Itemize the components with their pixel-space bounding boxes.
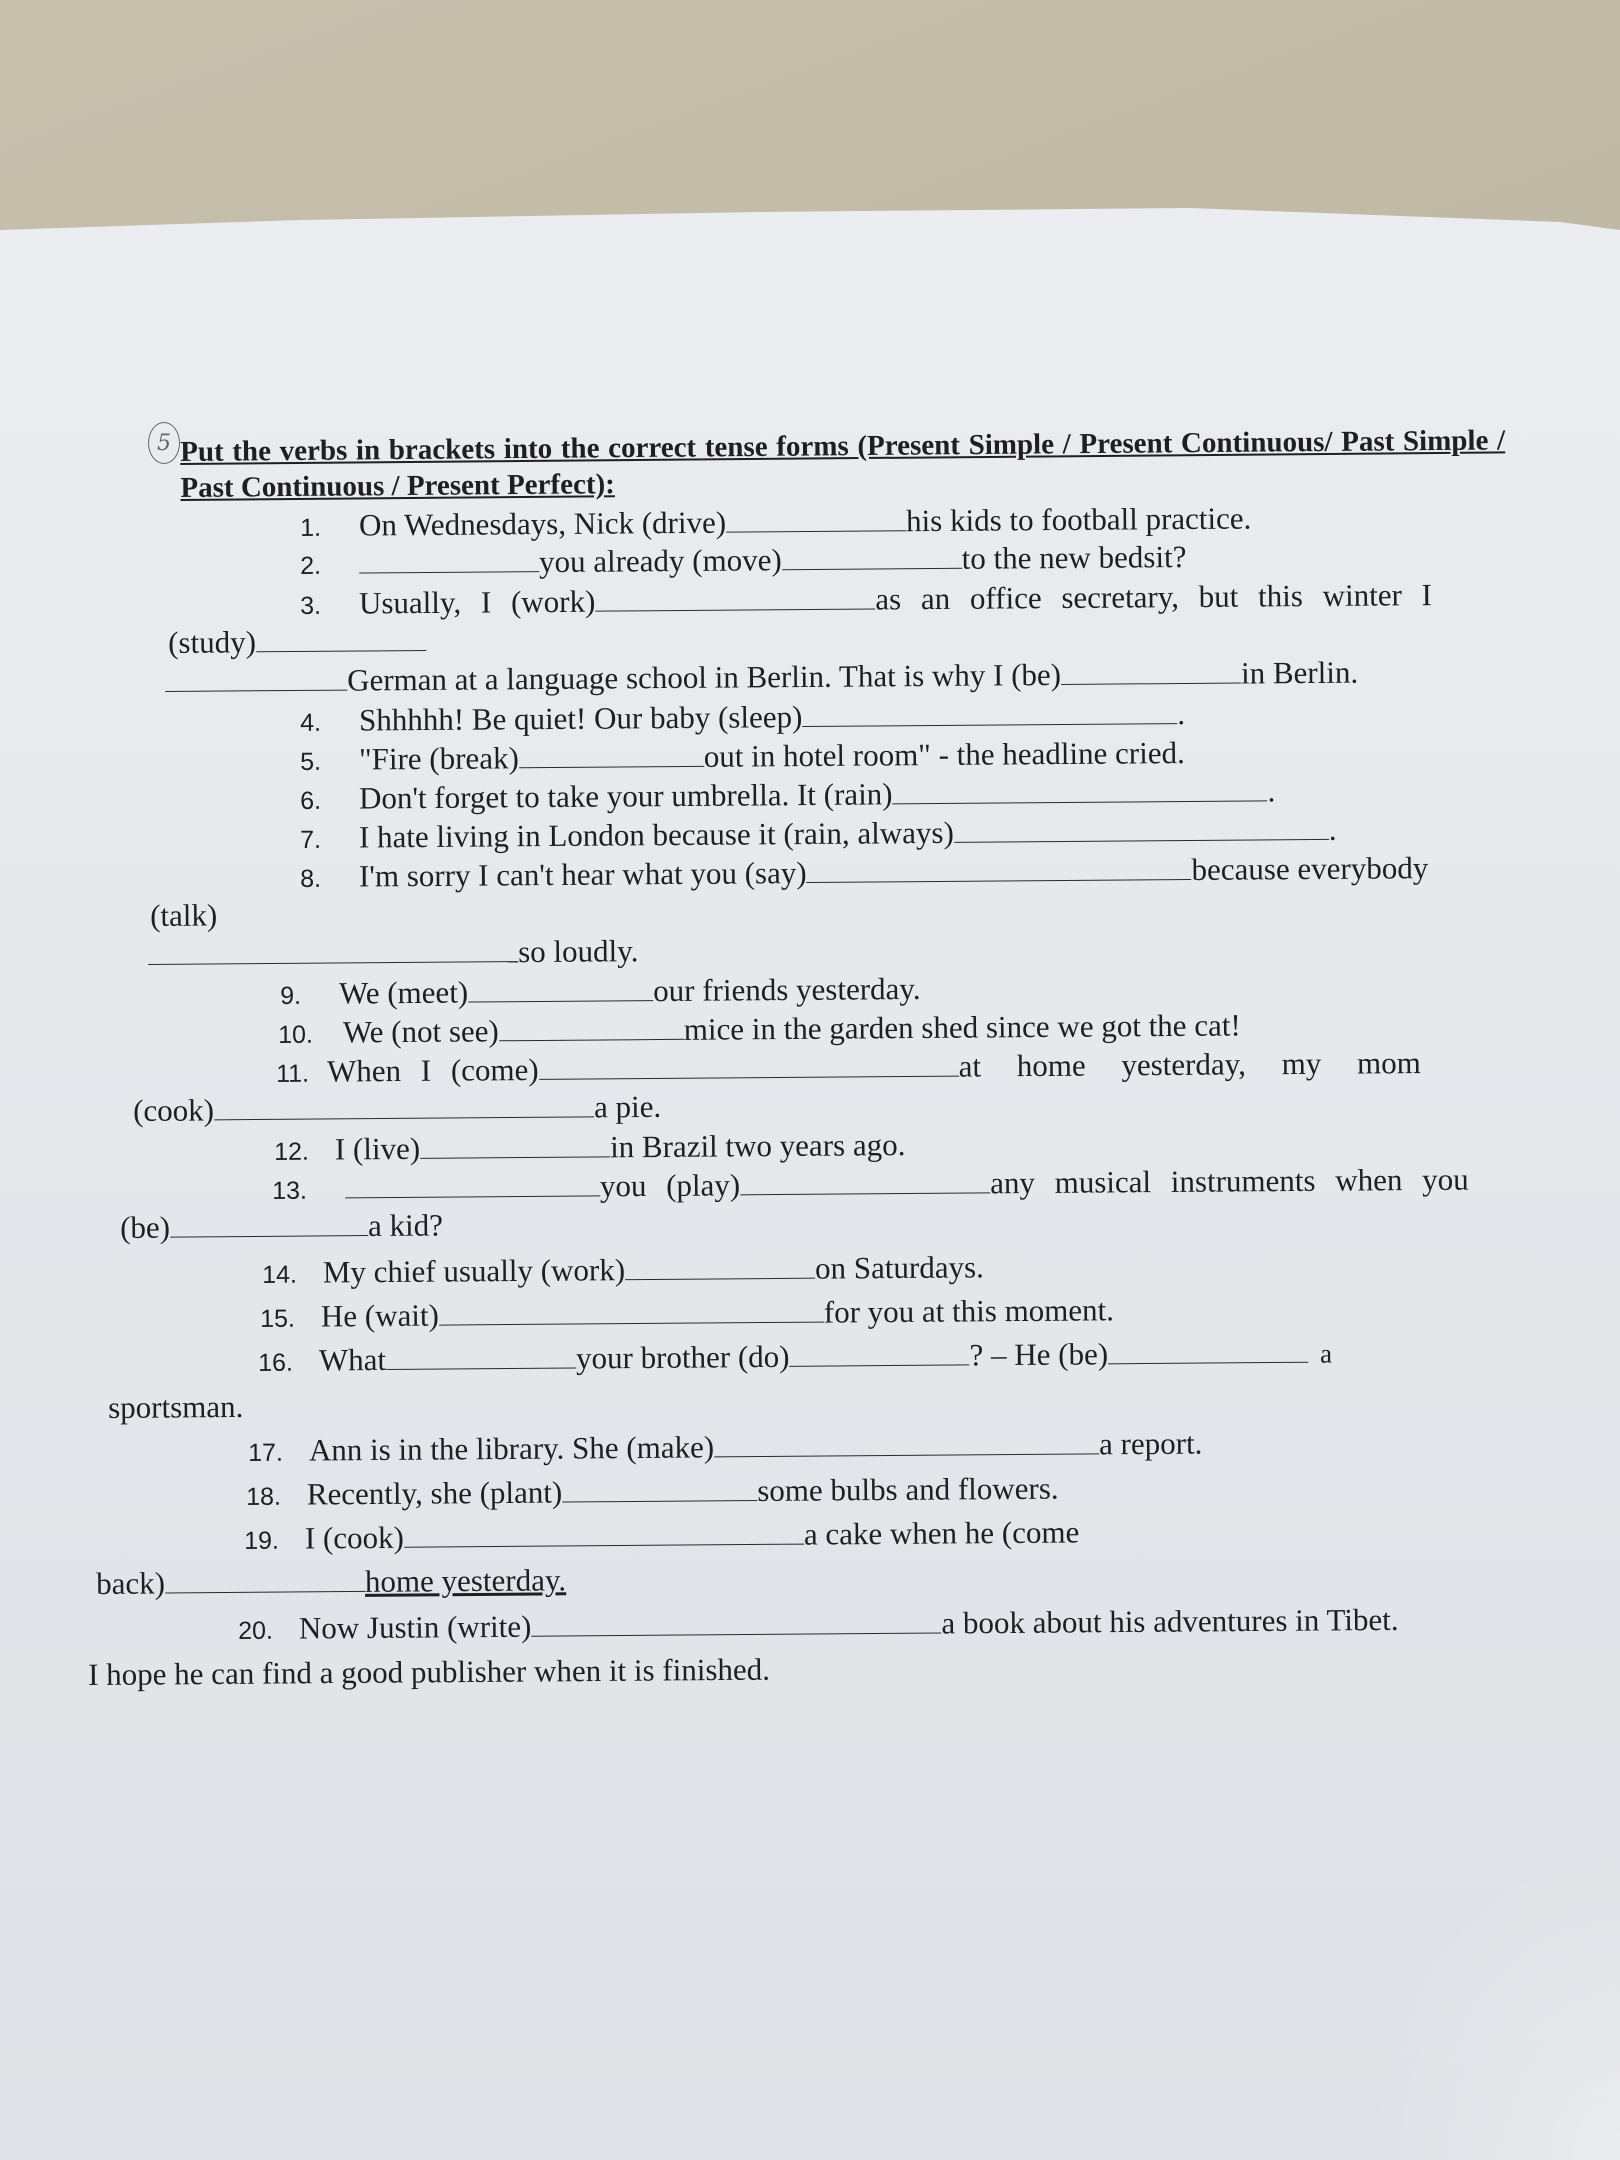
- answer-blank[interactable]: [345, 1169, 600, 1198]
- item-4: [300, 696, 1185, 741]
- item-text: We (meet): [338, 974, 469, 1011]
- item-text: to the new bedsit?: [961, 539, 1187, 576]
- item-6: [300, 773, 1275, 819]
- item-text: What: [318, 1341, 387, 1378]
- item-number: 1.: [300, 513, 322, 542]
- item-12: [274, 1127, 906, 1170]
- answer-blank[interactable]: [165, 1565, 365, 1594]
- item-17: [248, 1426, 1203, 1471]
- item-number: 16.: [258, 1348, 294, 1377]
- answer-blank[interactable]: [256, 624, 426, 652]
- item-number: 6.: [300, 786, 322, 815]
- item-11-cont: [133, 1089, 661, 1129]
- answer-blank[interactable]: [789, 1338, 969, 1366]
- item-text: a: [1319, 1338, 1333, 1369]
- answer-blank[interactable]: [519, 740, 704, 768]
- answer-blank[interactable]: [740, 1166, 990, 1195]
- item-text: back): [96, 1565, 166, 1601]
- item-text: sportsman.: [108, 1388, 244, 1425]
- item-text: German at a language school in Berlin. That is why I (be): [346, 656, 1062, 698]
- item-3-cont: [168, 623, 426, 661]
- item-text: My chief usually (work): [322, 1252, 626, 1290]
- answer-blank[interactable]: [420, 1130, 610, 1158]
- answer-blank[interactable]: [954, 813, 1329, 843]
- item-text: Don't forget to take your umbrella. It (rain): [358, 776, 893, 816]
- item-text: We (not see): [342, 1013, 499, 1050]
- item-text: on Saturdays.: [814, 1249, 984, 1286]
- answer-blank[interactable]: [625, 1252, 815, 1280]
- item-text: in Berlin.: [1240, 654, 1359, 691]
- item-text: On Wednesdays, Nick (drive): [358, 504, 727, 543]
- item-text: out in hotel room" - the headline cried.: [703, 735, 1185, 774]
- answer-blank[interactable]: [359, 545, 539, 573]
- item-text: Now Justin (write): [298, 1608, 532, 1646]
- item-text: Shhhhh! Be quiet! Our baby (sleep): [358, 699, 803, 738]
- exercise-number-circle: 5: [148, 422, 180, 464]
- item-19-cont: [96, 1562, 566, 1602]
- item-number: 9.: [280, 981, 302, 1010]
- answer-blank[interactable]: [499, 1013, 684, 1041]
- item-5: [300, 735, 1185, 780]
- item-2: [300, 539, 1187, 584]
- item-9: [280, 971, 921, 1014]
- answer-blank[interactable]: [468, 974, 653, 1002]
- item-number: 15.: [260, 1304, 296, 1333]
- item-text: (talk): [150, 897, 218, 933]
- item-text: for you at this moment.: [823, 1292, 1115, 1330]
- item-number: 17.: [248, 1438, 284, 1467]
- answer-blank[interactable]: [595, 582, 875, 611]
- item-text: I hope he can find a good publisher when it is finished.: [88, 1651, 771, 1692]
- item-text: as an office secretary, but this winter I: [875, 577, 1433, 617]
- answer-blank[interactable]: [802, 697, 1177, 727]
- answer-blank[interactable]: [806, 853, 1191, 883]
- item-text: at home yesterday, my mom: [958, 1045, 1421, 1084]
- item-text: home yesterday.: [364, 1562, 567, 1599]
- item-text: so loudly.: [517, 933, 639, 970]
- item-text: our friends yesterday.: [653, 970, 921, 1009]
- item-18: [246, 1471, 1059, 1515]
- item-text: some bulbs and flowers.: [757, 1470, 1059, 1508]
- answer-blank[interactable]: [439, 1296, 824, 1326]
- item-number: 19.: [244, 1526, 280, 1555]
- answer-blank[interactable]: [562, 1474, 757, 1503]
- item-text: ? – He (be): [969, 1336, 1109, 1373]
- item-text: you already (move): [538, 542, 782, 580]
- item-20-cont: [88, 1652, 770, 1693]
- item-15: [260, 1292, 1114, 1337]
- item-number: 7.: [300, 825, 322, 854]
- item-text: in Brazil two years ago.: [609, 1127, 906, 1165]
- item-8-cont2: [148, 933, 639, 973]
- item-19: [244, 1514, 1079, 1559]
- item-13-cont: [120, 1207, 443, 1246]
- item-number: 18.: [246, 1482, 282, 1511]
- item-text: a book about his adventures in Tibet.: [941, 1601, 1399, 1641]
- answer-blank[interactable]: [386, 1342, 576, 1370]
- item-text: his kids to football practice.: [905, 500, 1252, 539]
- item-number: 12.: [274, 1137, 310, 1166]
- item-text: a kid?: [367, 1207, 444, 1244]
- item-10: [278, 1007, 1241, 1053]
- item-number: 13.: [272, 1176, 308, 1205]
- answer-blank[interactable]: [714, 1427, 1099, 1457]
- item-text: When I (come): [326, 1051, 539, 1089]
- answer-blank[interactable]: [782, 542, 962, 570]
- exercise-heading: Put the verbs in brackets into the correct tense forms (Present Simple / Present Continuous/ Past Simple / Past Continuous / Present Perfect):: [180, 424, 1506, 504]
- answer-blank[interactable]: [165, 664, 347, 692]
- item-text: a pie.: [593, 1088, 662, 1125]
- answer-blank[interactable]: [892, 774, 1267, 804]
- item-text: I'm sorry I can't hear what you (say): [358, 855, 807, 894]
- paper-corner-highlight: [1360, 1840, 1620, 2160]
- item-text: Usually, I (work): [358, 583, 596, 621]
- item-7: [300, 812, 1337, 858]
- answer-blank[interactable]: [170, 1209, 368, 1238]
- item-text: I (live): [334, 1130, 421, 1167]
- item-text: any musical instruments when you: [990, 1161, 1469, 1201]
- item-16-cont: [108, 1389, 243, 1426]
- item-text: Recently, she (plant): [306, 1474, 563, 1512]
- item-text: (be): [120, 1209, 171, 1245]
- answer-blank[interactable]: [1108, 1336, 1308, 1365]
- item-number: 11.: [276, 1059, 310, 1088]
- answer-blank[interactable]: [214, 1090, 594, 1120]
- item-14: [262, 1249, 984, 1293]
- answer-blank[interactable]: [531, 1606, 941, 1636]
- item-number: 20.: [238, 1616, 274, 1645]
- item-number: 14.: [262, 1260, 298, 1289]
- answer-blank[interactable]: [148, 935, 518, 965]
- item-text: (study): [168, 624, 257, 660]
- item-text: I hate living in London because it (rain, always): [358, 814, 954, 855]
- item-number: 8.: [300, 864, 322, 893]
- item-text: mice in the garden shed since we got the cat!: [683, 1007, 1241, 1047]
- item-text: He (wait): [320, 1297, 439, 1334]
- item-text: a report.: [1098, 1425, 1203, 1462]
- item-number: 3.: [300, 591, 322, 620]
- item-text: Ann is in the library. She (make): [308, 1429, 715, 1468]
- item-text: I (cook): [304, 1519, 405, 1556]
- item-text: .: [1267, 773, 1276, 809]
- answer-blank[interactable]: [1061, 657, 1241, 685]
- item-text: .: [1328, 811, 1337, 847]
- item-number: 2.: [300, 551, 322, 580]
- item-text: because everybody: [1191, 850, 1429, 887]
- item-number: 4.: [300, 708, 322, 737]
- item-text: "Fire (break): [358, 740, 519, 777]
- item-text: your brother (do): [575, 1338, 790, 1376]
- item-number: 10.: [278, 1020, 314, 1049]
- item-number: 5.: [300, 747, 322, 776]
- item-text: you (play): [599, 1167, 741, 1204]
- item-text: (cook): [133, 1092, 215, 1128]
- answer-blank[interactable]: [539, 1050, 959, 1080]
- item-text: a cake when he (come: [803, 1514, 1080, 1552]
- answer-blank[interactable]: [404, 1518, 804, 1548]
- item-8-cont: [150, 897, 217, 934]
- answer-blank[interactable]: [726, 504, 906, 532]
- item-text: .: [1177, 696, 1186, 732]
